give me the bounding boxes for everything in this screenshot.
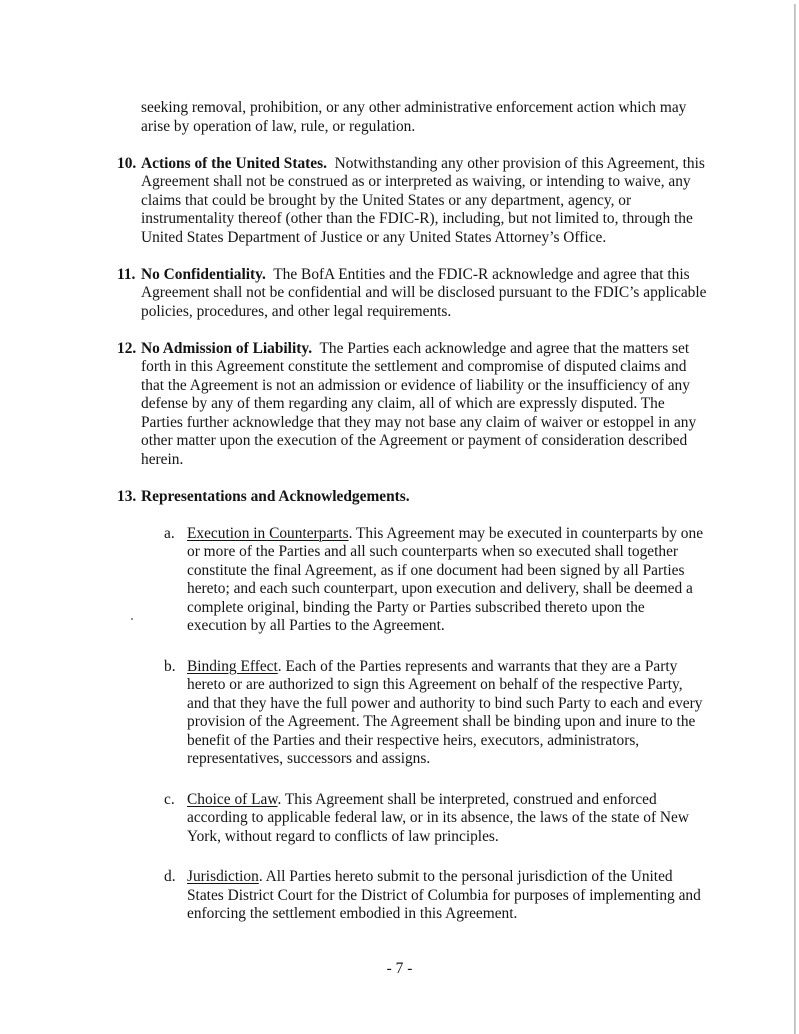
page-number: - 7 - [386, 960, 413, 977]
subitem-letter: b. [164, 657, 176, 675]
subitem-title: Choice of Law [187, 790, 278, 808]
subitem-b-binding-effect [117, 658, 707, 769]
subitem-letter: a. [164, 524, 175, 542]
section-body: The BofA Entities and the FDIC-R acknowledge and agree that this Agreement shall not be confidential and will be disclosed pursuant to the FDIC’s applicable policies, procedures, and other legal requirements. [141, 265, 707, 320]
section-heading: No Admission of Liability. [141, 339, 313, 357]
section-12-no-admission-of-liability [117, 340, 707, 470]
subitem-body: . All Parties hereto submit to the personal jurisdiction of the United States District Court for the District of Columbia for purposes of implementing and enforcing the settlement embodied in this Agreement. [187, 868, 701, 922]
section-body: The Parties each acknowledge and agree that the matters set forth in this Agreement constitute the settlement and compromise of disputed claims and that the Agreement is not an admission or evidence of liability or the insufficiency of any defense by any of them regarding any claim, all of which are expressly disputed. The Parties further acknowledge that they may not base any claim of waiver or estoppel in any other matter upon the execution of the Agreement or payment of consideration described herein. [141, 339, 697, 468]
subitem-letter: c. [164, 790, 175, 808]
subitem-title: Binding Effect [187, 657, 278, 675]
subitem-body: . This Agreement shall be interpreted, construed and enforced according to applicable federal law, or in its absence, the laws of the state of New York, without regard to conflicts of law principles. [187, 790, 689, 845]
continuation-paragraph: seeking removal, prohibition, or any other administrative enforcement action which may arise by operation of law, rule, or regulation. [141, 99, 687, 135]
subitem-body: . This Agreement may be executed in counterparts by one or more of the Parties and all such counterparts when so executed shall together constitute the final Agreement, as if one document had been signed by all Parties hereto; and each such counterpart, upon execution and delivery, shall be deemed a complete original, binding the Party or Parties subscribed thereto upon the execution by all Parties to the Agreement. [187, 524, 704, 634]
scan-edge-line [794, 4, 796, 1034]
subitem-body: . Each of the Parties represents and warrants that they are a Party hereto or are authorized to sign this Agreement on behalf of the respective Party, and that they have the full power and authority to bind such Party to each and every provision of the Agreement. The Agreement shall be binding upon and inure to the benefit of the Parties and their respective heirs, executors, administrators, representatives, successors and assigns. [187, 657, 703, 767]
section-body: Notwithstanding any other provision of this Agreement, this Agreement shall not be construed as or interpreted as waiving, or intending to waive, any claims that could be brought by the United States or any department, agency, or instrumentality thereof (other than the FDIC-R), including, but not limited to, through the United States Department of Justice or any United States Attorney’s Office. [141, 154, 705, 246]
subitem-letter: d. [164, 868, 176, 885]
section-heading: No Confidentiality. [141, 265, 266, 283]
section-heading: Actions of the United States. [141, 154, 327, 172]
section-10-actions-of-united-states [117, 155, 707, 248]
section-number: 10. [117, 154, 137, 172]
section-number: 12. [117, 339, 137, 357]
section-heading: Representations and Acknowledgements. [141, 487, 410, 505]
section-11-no-confidentiality [117, 266, 707, 322]
subitem-c-choice-of-law [117, 791, 707, 847]
section-number: 13. [117, 487, 137, 505]
section-13-representations [117, 488, 707, 507]
subitem-title: Jurisdiction [187, 868, 259, 885]
subitem-a-execution-in-counterparts [117, 525, 707, 636]
document-body [117, 99, 707, 942]
subitem-title: Execution in Counterparts [187, 524, 349, 542]
section-number: 11. [117, 265, 136, 283]
subitem-d-jurisdiction [117, 868, 707, 924]
